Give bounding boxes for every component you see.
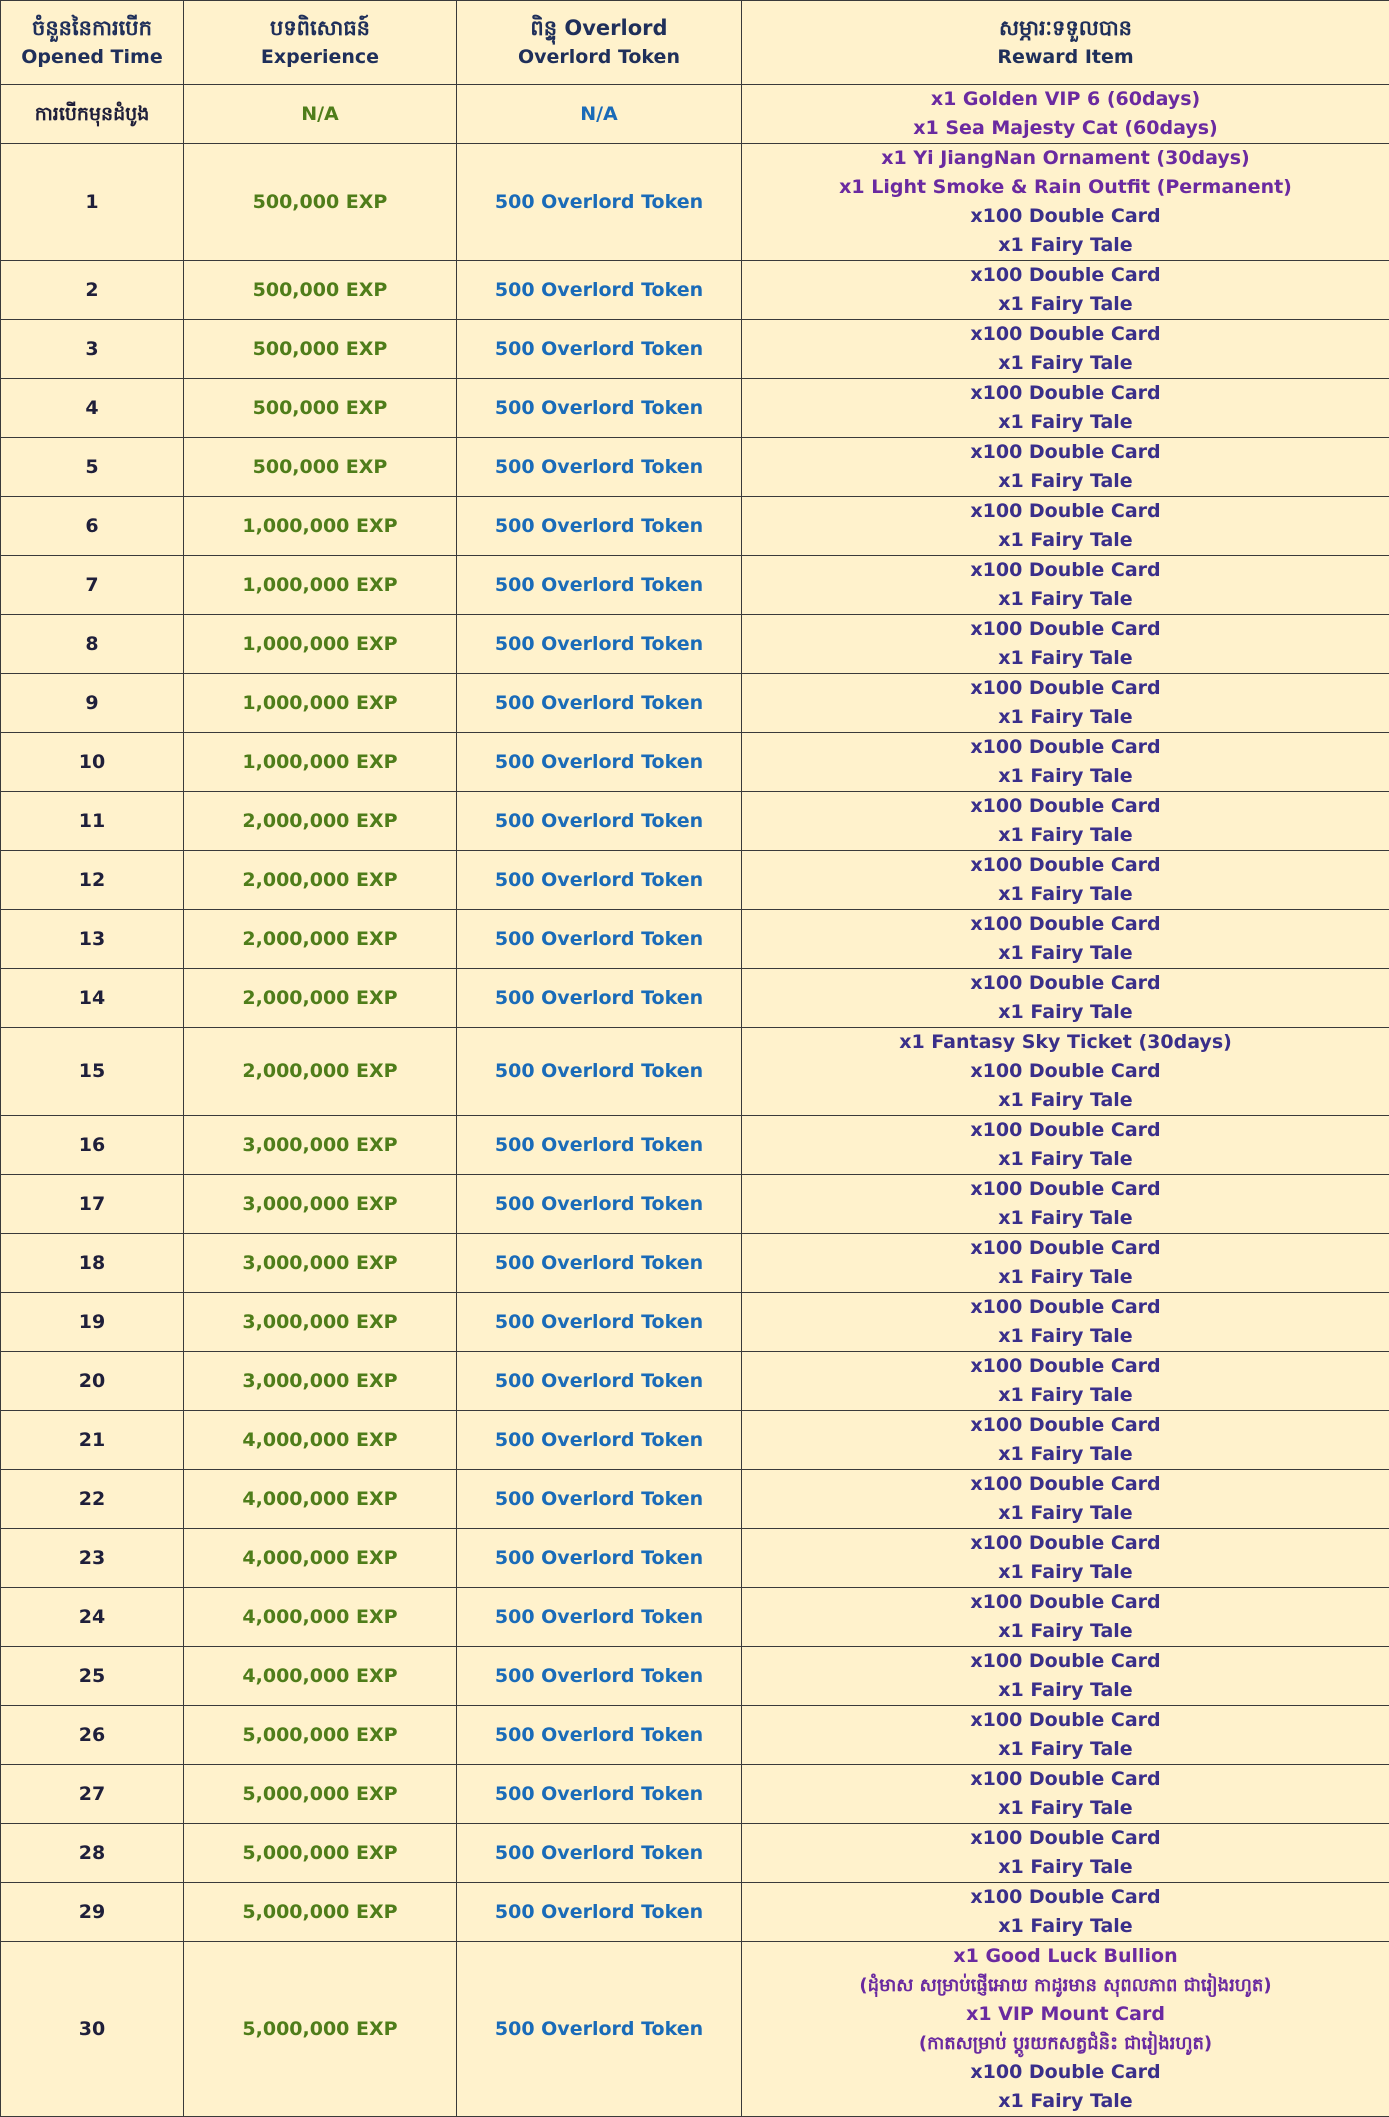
- cell-experience: 3,000,000 EXP: [184, 1293, 457, 1352]
- reward-line: x100 Double Card: [742, 1116, 1389, 1145]
- reward-line: x1 Golden VIP 6 (60days): [742, 85, 1389, 114]
- table-row: [1, 1234, 1389, 1293]
- cell-reward-item: [742, 144, 1389, 261]
- cell-experience: N/A: [184, 85, 457, 144]
- cell-reward-item: [742, 379, 1389, 438]
- cell-overlord-token: 500 Overlord Token: [457, 792, 742, 851]
- reward-line: x100 Double Card: [742, 261, 1389, 290]
- header-experience-km: បទពិសោធន៍: [184, 14, 456, 43]
- cell-opened-time: 19: [1, 1293, 184, 1352]
- table-row: [1, 851, 1389, 910]
- cell-experience: 4,000,000 EXP: [184, 1470, 457, 1529]
- cell-opened-time: 28: [1, 1824, 184, 1883]
- table-row: [1, 1411, 1389, 1470]
- cell-overlord-token: 500 Overlord Token: [457, 1588, 742, 1647]
- cell-opened-time: 18: [1, 1234, 184, 1293]
- cell-overlord-token: 500 Overlord Token: [457, 438, 742, 497]
- header-reward-item: [742, 1, 1389, 85]
- cell-experience: 3,000,000 EXP: [184, 1352, 457, 1411]
- table-row: [1, 615, 1389, 674]
- reward-line: x100 Double Card: [742, 1824, 1389, 1853]
- cell-reward-item: [742, 261, 1389, 320]
- cell-opened-time: 16: [1, 1116, 184, 1175]
- cell-experience: 1,000,000 EXP: [184, 497, 457, 556]
- cell-overlord-token: 500 Overlord Token: [457, 674, 742, 733]
- cell-opened-time: 30: [1, 1942, 184, 2117]
- cell-overlord-token: N/A: [457, 85, 742, 144]
- cell-reward-item: [742, 969, 1389, 1028]
- cell-experience: 4,000,000 EXP: [184, 1588, 457, 1647]
- cell-experience: 4,000,000 EXP: [184, 1411, 457, 1470]
- cell-opened-time: 17: [1, 1175, 184, 1234]
- cell-reward-item: [742, 1824, 1389, 1883]
- table-row: [1, 1588, 1389, 1647]
- cell-experience: 1,000,000 EXP: [184, 674, 457, 733]
- cell-opened-time: ការបើកមុនដំបូង: [1, 85, 184, 144]
- cell-reward-item: [742, 1647, 1389, 1706]
- cell-overlord-token: 500 Overlord Token: [457, 320, 742, 379]
- cell-overlord-token: 500 Overlord Token: [457, 1234, 742, 1293]
- cell-overlord-token: 500 Overlord Token: [457, 1942, 742, 2117]
- table-row: [1, 497, 1389, 556]
- cell-overlord-token: 500 Overlord Token: [457, 1706, 742, 1765]
- cell-overlord-token: 500 Overlord Token: [457, 1028, 742, 1116]
- table-row: [1, 556, 1389, 615]
- table-row: [1, 792, 1389, 851]
- header-row: [1, 1, 1389, 85]
- cell-experience: 500,000 EXP: [184, 438, 457, 497]
- cell-experience: 5,000,000 EXP: [184, 1706, 457, 1765]
- reward-line: x1 Fairy Tale: [742, 526, 1389, 555]
- header-reward-item-km: សម្ភារៈទទួលបាន: [742, 14, 1389, 43]
- reward-line: x1 Fairy Tale: [742, 1263, 1389, 1292]
- table-row: [1, 969, 1389, 1028]
- cell-opened-time: 25: [1, 1647, 184, 1706]
- cell-opened-time: 5: [1, 438, 184, 497]
- cell-opened-time: 15: [1, 1028, 184, 1116]
- reward-note: (ដុំមាស សម្រាប់ផ្ញើអោយ កាដូរមាន សុពលភាព ជារៀងរហូត): [742, 1971, 1389, 2000]
- cell-opened-time: 10: [1, 733, 184, 792]
- reward-line: x100 Double Card: [742, 674, 1389, 703]
- reward-line: x1 Fairy Tale: [742, 1381, 1389, 1410]
- reward-note: (កាតសម្រាប់ ប្តូរយកសត្វជំនិះ ជារៀងរហូត): [742, 2029, 1389, 2058]
- table-row: [1, 1706, 1389, 1765]
- cell-overlord-token: 500 Overlord Token: [457, 497, 742, 556]
- cell-reward-item: [742, 1883, 1389, 1942]
- cell-reward-item: [742, 1293, 1389, 1352]
- cell-reward-item: [742, 733, 1389, 792]
- table-row: [1, 438, 1389, 497]
- cell-opened-time: 14: [1, 969, 184, 1028]
- cell-overlord-token: 500 Overlord Token: [457, 556, 742, 615]
- reward-line: x100 Double Card: [742, 1470, 1389, 1499]
- reward-line: x100 Double Card: [742, 320, 1389, 349]
- cell-reward-item: [742, 1765, 1389, 1824]
- cell-reward-item: [742, 438, 1389, 497]
- reward-line: x1 Fairy Tale: [742, 1558, 1389, 1587]
- table-row: [1, 379, 1389, 438]
- reward-line: x100 Double Card: [742, 1411, 1389, 1440]
- cell-overlord-token: 500 Overlord Token: [457, 1116, 742, 1175]
- reward-line: x100 Double Card: [742, 1529, 1389, 1558]
- cell-experience: 2,000,000 EXP: [184, 1028, 457, 1116]
- cell-overlord-token: 500 Overlord Token: [457, 379, 742, 438]
- cell-experience: 500,000 EXP: [184, 320, 457, 379]
- cell-reward-item: [742, 1470, 1389, 1529]
- table-row: [1, 910, 1389, 969]
- cell-reward-item: [742, 497, 1389, 556]
- cell-opened-time: 23: [1, 1529, 184, 1588]
- cell-overlord-token: 500 Overlord Token: [457, 1470, 742, 1529]
- cell-opened-time: 12: [1, 851, 184, 910]
- reward-line: x100 Double Card: [742, 1175, 1389, 1204]
- reward-line: x1 Fairy Tale: [742, 1499, 1389, 1528]
- cell-reward-item: [742, 674, 1389, 733]
- cell-reward-item: [742, 1175, 1389, 1234]
- cell-reward-item: [742, 910, 1389, 969]
- cell-overlord-token: 500 Overlord Token: [457, 1175, 742, 1234]
- table-row: [1, 733, 1389, 792]
- reward-line: x1 Light Smoke & Rain Outfit (Permanent): [742, 173, 1389, 202]
- cell-reward-item: [742, 1942, 1389, 2117]
- reward-line: x100 Double Card: [742, 733, 1389, 762]
- cell-overlord-token: 500 Overlord Token: [457, 144, 742, 261]
- cell-reward-item: [742, 615, 1389, 674]
- cell-opened-time: 26: [1, 1706, 184, 1765]
- reward-line: x1 Fairy Tale: [742, 1322, 1389, 1351]
- header-opened-time: [1, 1, 184, 85]
- cell-opened-time: 21: [1, 1411, 184, 1470]
- cell-reward-item: [742, 556, 1389, 615]
- cell-experience: 5,000,000 EXP: [184, 1883, 457, 1942]
- header-reward-item-en: Reward Item: [742, 43, 1389, 72]
- cell-overlord-token: 500 Overlord Token: [457, 851, 742, 910]
- reward-line: x100 Double Card: [742, 556, 1389, 585]
- reward-line: x100 Double Card: [742, 497, 1389, 526]
- reward-line: x100 Double Card: [742, 1293, 1389, 1322]
- reward-line: x100 Double Card: [742, 438, 1389, 467]
- reward-line: x1 Fairy Tale: [742, 1440, 1389, 1469]
- cell-overlord-token: 500 Overlord Token: [457, 910, 742, 969]
- reward-line: x1 Fairy Tale: [742, 467, 1389, 496]
- reward-line: x1 Fairy Tale: [742, 408, 1389, 437]
- header-overlord-token-en: Overlord Token: [457, 43, 741, 72]
- reward-line: x1 Fairy Tale: [742, 1735, 1389, 1764]
- reward-line: x1 Fairy Tale: [742, 644, 1389, 673]
- cell-experience: 1,000,000 EXP: [184, 556, 457, 615]
- cell-reward-item: [742, 1529, 1389, 1588]
- cell-experience: 4,000,000 EXP: [184, 1529, 457, 1588]
- reward-line: x1 Fairy Tale: [742, 1676, 1389, 1705]
- cell-experience: 1,000,000 EXP: [184, 615, 457, 674]
- table-row: [1, 1175, 1389, 1234]
- reward-line: x1 Fairy Tale: [742, 2087, 1389, 2116]
- table-row: [1, 1470, 1389, 1529]
- header-opened-time-en: Opened Time: [1, 43, 183, 72]
- reward-line: x1 Fairy Tale: [742, 1204, 1389, 1233]
- reward-line: x1 Fairy Tale: [742, 703, 1389, 732]
- reward-line: x1 Fairy Tale: [742, 1145, 1389, 1174]
- table-row: [1, 1293, 1389, 1352]
- reward-line: x1 Fairy Tale: [742, 762, 1389, 791]
- header-overlord-token: [457, 1, 742, 85]
- header-opened-time-km: ចំនួននៃការបើក: [1, 14, 183, 43]
- table-row: [1, 1352, 1389, 1411]
- reward-line: x100 Double Card: [742, 1883, 1389, 1912]
- cell-experience: 2,000,000 EXP: [184, 851, 457, 910]
- cell-opened-time: 1: [1, 144, 184, 261]
- reward-line: x100 Double Card: [742, 1706, 1389, 1735]
- reward-line: x1 VIP Mount Card: [742, 2000, 1389, 2029]
- reward-line: x1 Sea Majesty Cat (60days): [742, 114, 1389, 143]
- cell-reward-item: [742, 1352, 1389, 1411]
- reward-line: x100 Double Card: [742, 1588, 1389, 1617]
- reward-line: x100 Double Card: [742, 1647, 1389, 1676]
- cell-opened-time: 22: [1, 1470, 184, 1529]
- cell-overlord-token: 500 Overlord Token: [457, 1883, 742, 1942]
- cell-opened-time: 7: [1, 556, 184, 615]
- cell-experience: 2,000,000 EXP: [184, 969, 457, 1028]
- cell-reward-item: [742, 1588, 1389, 1647]
- cell-experience: 2,000,000 EXP: [184, 792, 457, 851]
- cell-reward-item: [742, 1706, 1389, 1765]
- reward-line: x1 Fairy Tale: [742, 821, 1389, 850]
- header-overlord-token-km: ពិន្ទុ Overlord: [457, 14, 741, 43]
- cell-opened-time: 13: [1, 910, 184, 969]
- table-row: [1, 1883, 1389, 1942]
- cell-overlord-token: 500 Overlord Token: [457, 1647, 742, 1706]
- reward-line: x1 Fairy Tale: [742, 939, 1389, 968]
- table-row: [1, 144, 1389, 261]
- reward-line: x1 Fairy Tale: [742, 1912, 1389, 1941]
- cell-overlord-token: 500 Overlord Token: [457, 969, 742, 1028]
- cell-opened-time: 8: [1, 615, 184, 674]
- cell-reward-item: [742, 320, 1389, 379]
- table-row: [1, 320, 1389, 379]
- cell-opened-time: 20: [1, 1352, 184, 1411]
- cell-opened-time: 4: [1, 379, 184, 438]
- table-row: [1, 85, 1389, 144]
- table-row: [1, 674, 1389, 733]
- cell-opened-time: 24: [1, 1588, 184, 1647]
- cell-experience: 500,000 EXP: [184, 144, 457, 261]
- cell-experience: 5,000,000 EXP: [184, 1942, 457, 2117]
- table-row: [1, 1028, 1389, 1116]
- reward-line: x1 Good Luck Bullion: [742, 1942, 1389, 1971]
- reward-line: x1 Yi JiangNan Ornament (30days): [742, 144, 1389, 173]
- reward-table-body: [1, 1, 1389, 2117]
- cell-experience: 500,000 EXP: [184, 261, 457, 320]
- cell-overlord-token: 500 Overlord Token: [457, 1765, 742, 1824]
- cell-overlord-token: 500 Overlord Token: [457, 261, 742, 320]
- cell-reward-item: [742, 1234, 1389, 1293]
- reward-line: x100 Double Card: [742, 1234, 1389, 1263]
- reward-line: x100 Double Card: [742, 1352, 1389, 1381]
- table-row: [1, 1647, 1389, 1706]
- reward-line: x100 Double Card: [742, 615, 1389, 644]
- reward-line: x1 Fairy Tale: [742, 585, 1389, 614]
- cell-overlord-token: 500 Overlord Token: [457, 1293, 742, 1352]
- cell-overlord-token: 500 Overlord Token: [457, 1529, 742, 1588]
- table-row: [1, 1529, 1389, 1588]
- cell-experience: 5,000,000 EXP: [184, 1824, 457, 1883]
- reward-line: x1 Fairy Tale: [742, 231, 1389, 260]
- reward-line: x100 Double Card: [742, 969, 1389, 998]
- cell-reward-item: [742, 85, 1389, 144]
- cell-experience: 1,000,000 EXP: [184, 733, 457, 792]
- header-experience: [184, 1, 457, 85]
- reward-line: x100 Double Card: [742, 1765, 1389, 1794]
- cell-opened-time: 29: [1, 1883, 184, 1942]
- cell-opened-time: 3: [1, 320, 184, 379]
- cell-overlord-token: 500 Overlord Token: [457, 615, 742, 674]
- table-row: [1, 261, 1389, 320]
- cell-reward-item: [742, 1028, 1389, 1116]
- cell-reward-item: [742, 792, 1389, 851]
- reward-line: x100 Double Card: [742, 910, 1389, 939]
- table-row: [1, 1942, 1389, 2117]
- cell-opened-time: 2: [1, 261, 184, 320]
- reward-line: x1 Fairy Tale: [742, 1086, 1389, 1115]
- header-experience-en: Experience: [184, 43, 456, 72]
- cell-experience: 3,000,000 EXP: [184, 1116, 457, 1175]
- cell-opened-time: 27: [1, 1765, 184, 1824]
- cell-experience: 5,000,000 EXP: [184, 1765, 457, 1824]
- reward-line: x1 Fairy Tale: [742, 880, 1389, 909]
- reward-line: x1 Fairy Tale: [742, 1617, 1389, 1646]
- reward-line: x100 Double Card: [742, 379, 1389, 408]
- reward-line: x1 Fairy Tale: [742, 998, 1389, 1027]
- cell-opened-time: 9: [1, 674, 184, 733]
- reward-line: x1 Fairy Tale: [742, 1853, 1389, 1882]
- reward-line: x100 Double Card: [742, 2058, 1389, 2087]
- cell-experience: 4,000,000 EXP: [184, 1647, 457, 1706]
- table-row: [1, 1765, 1389, 1824]
- cell-reward-item: [742, 1411, 1389, 1470]
- reward-line: x1 Fantasy Sky Ticket (30days): [742, 1028, 1389, 1057]
- reward-line: x100 Double Card: [742, 1057, 1389, 1086]
- cell-reward-item: [742, 1116, 1389, 1175]
- cell-overlord-token: 500 Overlord Token: [457, 1824, 742, 1883]
- reward-line: x100 Double Card: [742, 792, 1389, 821]
- cell-reward-item: [742, 851, 1389, 910]
- cell-experience: 2,000,000 EXP: [184, 910, 457, 969]
- reward-line: x100 Double Card: [742, 202, 1389, 231]
- cell-overlord-token: 500 Overlord Token: [457, 1352, 742, 1411]
- cell-opened-time: 11: [1, 792, 184, 851]
- cell-opened-time: 6: [1, 497, 184, 556]
- table-row: [1, 1824, 1389, 1883]
- reward-line: x1 Fairy Tale: [742, 349, 1389, 378]
- cell-overlord-token: 500 Overlord Token: [457, 733, 742, 792]
- cell-overlord-token: 500 Overlord Token: [457, 1411, 742, 1470]
- cell-experience: 3,000,000 EXP: [184, 1175, 457, 1234]
- table-row: [1, 1116, 1389, 1175]
- reward-line: x1 Fairy Tale: [742, 290, 1389, 319]
- reward-line: x100 Double Card: [742, 851, 1389, 880]
- cell-experience: 500,000 EXP: [184, 379, 457, 438]
- reward-line: x1 Fairy Tale: [742, 1794, 1389, 1823]
- cell-experience: 3,000,000 EXP: [184, 1234, 457, 1293]
